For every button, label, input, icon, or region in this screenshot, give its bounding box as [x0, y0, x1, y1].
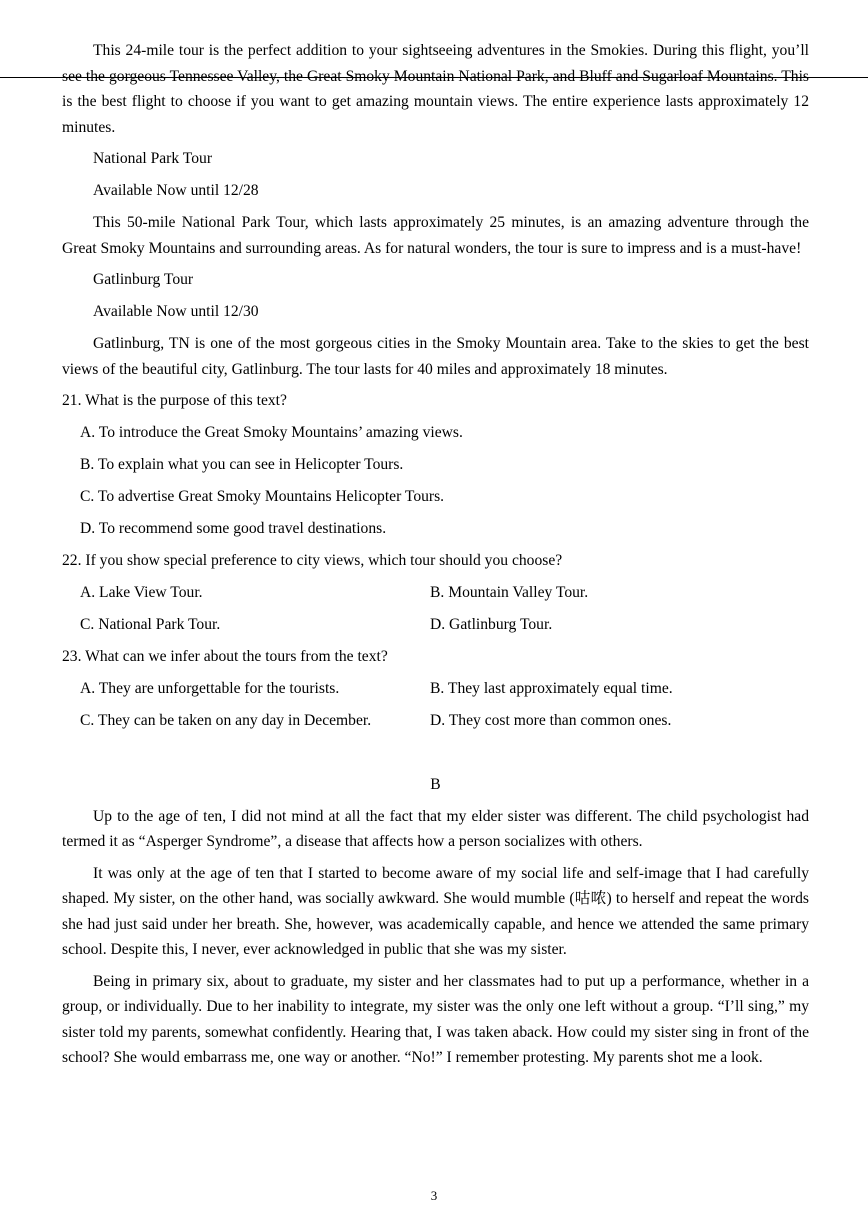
tour-description: Gatlinburg, TN is one of the most gorgeous cities in the Smoky Mountain area. Take to the skies to get the best views of the beautiful city, Gatlinburg. The tour lasts for 40 miles and approximately 18 minutes.: [62, 335, 809, 378]
tour-description: This 50-mile National Park Tour, which lasts approximately 25 minutes, is an amazing adventure through the Great Smoky Mountains and surrounding areas. As for natural wonders, the tour is sure to impress and is a must-have!: [62, 214, 809, 257]
question-22: [62, 548, 809, 638]
question-stem: 22. If you show special preference to city views, which tour should you choose?: [62, 552, 563, 569]
option-b: B. To explain what you can see in Helicopter Tours.: [80, 456, 404, 473]
option-row: [80, 612, 809, 638]
passage-b-paragraph: Up to the age of ten, I did not mind at all the fact that my elder sister was different. The child psychologist had termed it as “Asperger Syndrome”, a disease that affects how a person socializes with others.: [62, 807, 809, 850]
passage-b-paragraph: Being in primary six, about to graduate, my sister and her classmates had to put up a performance, whether in a group, or individually. Due to her inability to integrate, my sister was the only one left without a group. “I’ll sing,” my sister told my parents, somewhat confidently. Hearing that, I was taken aback. How could my sister sing in front of the school? She would embarrass me, one way or another. “No!” I remember protesting. My parents shot me a look.: [62, 972, 809, 1066]
question-stem: 21. What is the purpose of this text?: [62, 392, 287, 409]
option-d: D. They cost more than common ones.: [430, 712, 672, 729]
option-d: D. To recommend some good travel destinations.: [80, 520, 387, 537]
question-21: [62, 388, 809, 542]
option-a: A. They are unforgettable for the tourists.: [80, 680, 340, 697]
option-a: A. To introduce the Great Smoky Mountains’ amazing views.: [80, 424, 463, 441]
option-c: C. National Park Tour.: [80, 616, 221, 633]
option-b: B. They last approximately equal time.: [430, 680, 673, 697]
option-row: [80, 676, 809, 702]
option-c: C. To advertise Great Smoky Mountains Helicopter Tours.: [80, 488, 445, 505]
option-row: [80, 708, 809, 734]
option-c: C. They can be taken on any day in December.: [80, 712, 372, 729]
passage-a-intro: This 24-mile tour is the perfect addition to your sightseeing adventures in the Smokies. During this flight, you’ll see the gorgeous Tennessee Valley, the Great Smoky Mountain National Park, and Bluff and Sugarloaf Mountains. This is the best flight to choose if you want to get amazing mountain views. The entire experience lasts approximately 12 minutes.: [62, 42, 809, 136]
tour-availability: Available Now until 12/28: [93, 182, 259, 199]
page-number: 3: [430, 1188, 438, 1203]
option-d: D. Gatlinburg Tour.: [430, 616, 553, 633]
question-23: [62, 644, 809, 734]
tour-availability: Available Now until 12/30: [93, 303, 259, 320]
passage-b-paragraph: It was only at the age of ten that I started to become aware of my social life and self-image that I had carefully shaped. My sister, on the other hand, was socially awkward. She would mumble (咕哝) to herself and repeat the words she had just said under her breath. She, however, was academically capable, and hence we attended the same primary school. Despite this, I never, ever acknowledged in public that she was my sister.: [62, 864, 809, 958]
option-b: B. Mountain Valley Tour.: [430, 584, 589, 601]
section-heading: B: [430, 775, 441, 793]
tour-name: National Park Tour: [93, 150, 213, 167]
question-stem: 23. What can we infer about the tours from the text?: [62, 648, 388, 665]
document-page: [62, 38, 809, 1077]
tour-name: Gatlinburg Tour: [93, 271, 194, 288]
option-a: A. Lake View Tour.: [80, 584, 203, 601]
option-row: [80, 580, 809, 606]
